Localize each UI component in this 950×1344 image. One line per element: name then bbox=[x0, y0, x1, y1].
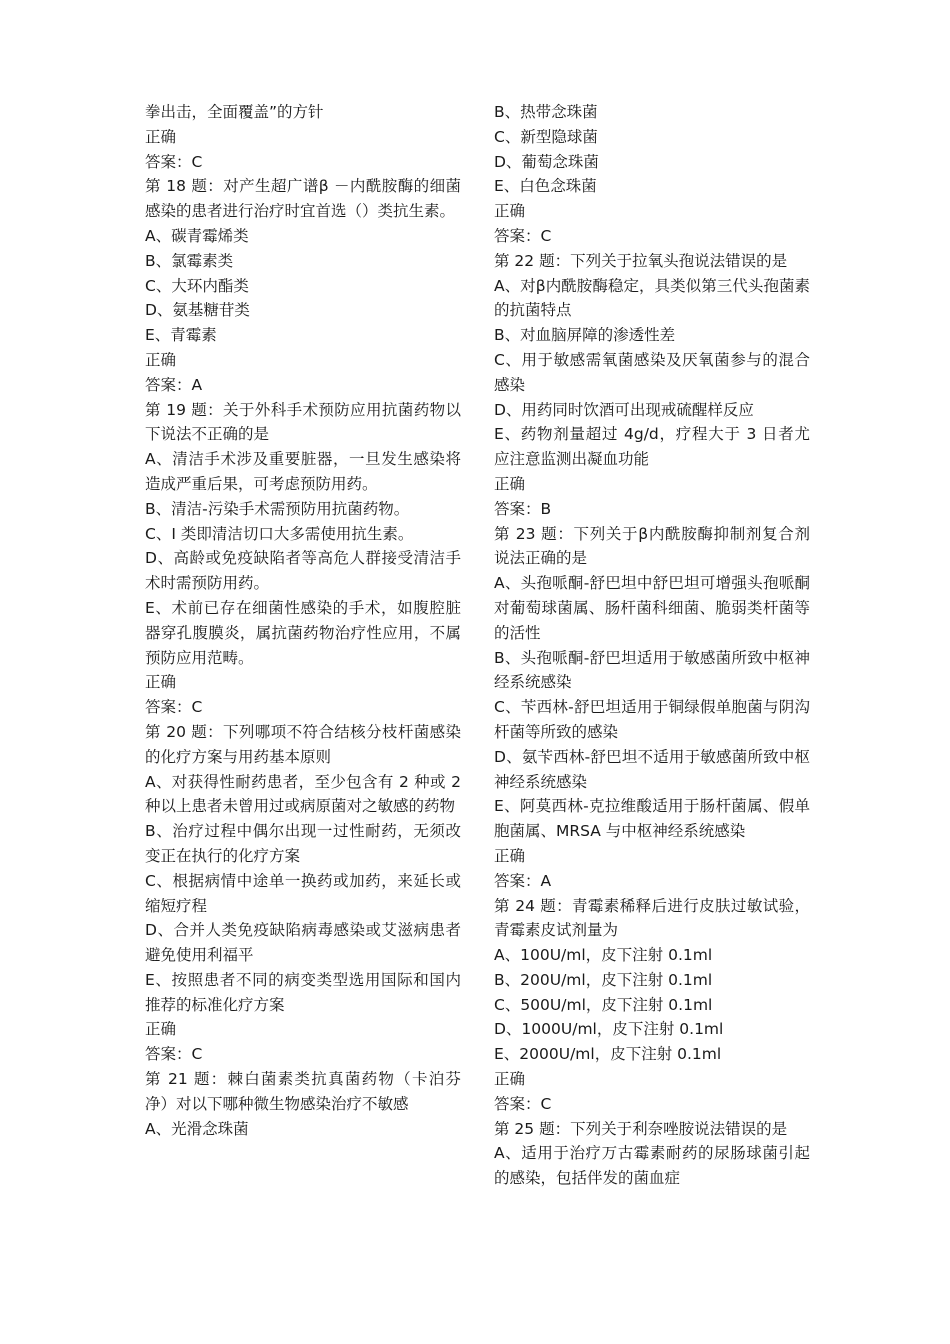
option-item: E、术前已存在细菌性感染的手术，如腹腔脏器穿孔腹膜炎，属抗菌药物治疗性应用，不属预防应用范畴。 bbox=[145, 598, 461, 667]
option-item: B、头孢哌酮-舒巴坦适用于敏感菌所致中枢神经系统感染 bbox=[494, 648, 810, 692]
status-label: 正确 bbox=[494, 1070, 526, 1089]
status-label: 正确 bbox=[494, 202, 526, 221]
question-text: 第 21 题：棘白菌素类抗真菌药物（卡泊芬净）对以下哪种微生物感染治疗不敏感 bbox=[145, 1070, 461, 1113]
option-item: A、对获得性耐药患者，至少包含有 2 种或 2 种以上患者未曾用过或病原菌对之敏感的药物 bbox=[145, 772, 461, 816]
option-item: C、根据病情中途单一换药或加药，来延长或缩短疗程 bbox=[145, 871, 461, 915]
question-text: 第 25 题：下列关于利奈唑胺说法错误的是 bbox=[494, 1119, 788, 1138]
status-label: 正确 bbox=[145, 127, 177, 146]
text-line: 拳出击，全面覆盖”的方针 bbox=[145, 103, 324, 121]
status-label: 正确 bbox=[145, 350, 177, 369]
option-item: B、200U/ml，皮下注射 0.1ml bbox=[494, 970, 713, 989]
option-item: A、对β内酰胺酶稳定，具类似第三代头孢菌素的抗菌特点 bbox=[494, 276, 810, 320]
option-item: D、氨基糖苷类 bbox=[145, 301, 250, 320]
option-item: D、高龄或免疫缺陷者等高危人群接受清洁手术时需预防用药。 bbox=[145, 549, 461, 593]
option-item: D、葡萄念珠菌 bbox=[494, 152, 599, 171]
question-text: 第 24 题：青霉素稀释后进行皮肤过敏试验，青霉素皮试剂量为 bbox=[494, 896, 810, 940]
option-item: B、对血脑屏障的渗透性差 bbox=[494, 326, 676, 345]
status-label: 正确 bbox=[145, 1020, 177, 1039]
question-text: 第 19 题：关于外科手术预防应用抗菌药物以下说法不正确的是 bbox=[145, 400, 461, 444]
left-column bbox=[145, 100, 461, 1141]
option-item: A、清洁手术涉及重要脏器，一旦发生感染将造成严重后果，可考虑预防用药。 bbox=[145, 450, 461, 493]
option-item: D、用药同时饮酒可出现戒硫醒样反应 bbox=[494, 400, 754, 419]
option-item: A、100U/ml，皮下注射 0.1ml bbox=[494, 946, 713, 965]
question-text: 第 22 题：下列关于拉氧头孢说法错误的是 bbox=[494, 251, 788, 270]
option-item: E、按照患者不同的病变类型选用国际和国内推荐的标准化疗方案 bbox=[145, 970, 461, 1014]
status-label: 正确 bbox=[494, 474, 526, 493]
option-item: B、治疗过程中偶尔出现一过性耐药，无须改变正在执行的化疗方案 bbox=[145, 822, 461, 865]
option-item: E、白色念珠菌 bbox=[494, 177, 597, 196]
answer-line: 答案：C bbox=[145, 1045, 203, 1064]
option-item: E、青霉素 bbox=[145, 326, 217, 345]
answer-line: 答案：C bbox=[145, 698, 203, 717]
option-item: A、头孢哌酮-舒巴坦中舒巴坦可增强头孢哌酮对葡萄球菌属、肠杆菌科细菌、脆弱类杆菌等的活性 bbox=[494, 574, 810, 642]
option-item: C、用于敏感需氧菌感染及厌氧菌参与的混合感染 bbox=[494, 350, 810, 394]
option-item: D、1000U/ml，皮下注射 0.1ml bbox=[494, 1020, 724, 1039]
option-item: B、清洁-污染手术需预防用抗菌药物。 bbox=[145, 499, 410, 518]
option-item: D、合并人类免疫缺陷病毒感染或艾滋病患者避免使用利福平 bbox=[145, 921, 461, 965]
option-item: A、光滑念珠菌 bbox=[145, 1119, 249, 1138]
right-column bbox=[494, 100, 810, 1191]
option-item: E、阿莫西林-克拉维酸适用于肠杆菌属、假单胞菌属、MRSA 与中枢神经系统感染 bbox=[494, 797, 810, 841]
option-item: E、药物剂量超过 4g/d，疗程大于 3 日者尤应注意监测出凝血功能 bbox=[494, 425, 810, 469]
answer-line: 答案：B bbox=[494, 499, 552, 518]
answer-line: 答案：A bbox=[494, 871, 552, 890]
option-item: C、新型隐球菌 bbox=[494, 127, 598, 146]
option-item: D、氨苄西林-舒巴坦不适用于敏感菌所致中枢神经系统感染 bbox=[494, 747, 810, 791]
option-item: A、适用于治疗万古霉素耐药的尿肠球菌引起的感染，包括伴发的菌血症 bbox=[494, 1144, 810, 1188]
option-item: A、碳青霉烯类 bbox=[145, 226, 249, 245]
question-text: 第 18 题：对产生超广谱β －内酰胺酶的细菌感染的患者进行治疗时宜首选（）类抗生素。 bbox=[145, 177, 461, 221]
status-label: 正确 bbox=[145, 673, 177, 692]
question-text: 第 20 题：下列哪项不符合结核分枝杆菌感染的化疗方案与用药基本原则 bbox=[145, 722, 461, 766]
status-label: 正确 bbox=[494, 846, 526, 865]
answer-line: 答案：C bbox=[494, 1094, 552, 1113]
answer-line: 答案：C bbox=[494, 226, 552, 245]
option-item: C、I 类即清洁切口大多需使用抗生素。 bbox=[145, 524, 414, 543]
answer-line: 答案：A bbox=[145, 375, 203, 394]
option-item: B、氯霉素类 bbox=[145, 251, 234, 270]
answer-line: 答案：C bbox=[145, 152, 203, 171]
option-item: C、苄西林-舒巴坦适用于铜绿假单胞菌与阴沟杆菌等所致的感染 bbox=[494, 698, 810, 741]
option-item: E、2000U/ml，皮下注射 0.1ml bbox=[494, 1045, 722, 1064]
option-item: C、大环内酯类 bbox=[145, 276, 249, 295]
option-item: C、500U/ml，皮下注射 0.1ml bbox=[494, 995, 713, 1014]
question-text: 第 23 题：下列关于β内酰胺酶抑制剂复合剂说法正确的是 bbox=[494, 524, 810, 568]
option-item: B、热带念珠菌 bbox=[494, 103, 598, 121]
